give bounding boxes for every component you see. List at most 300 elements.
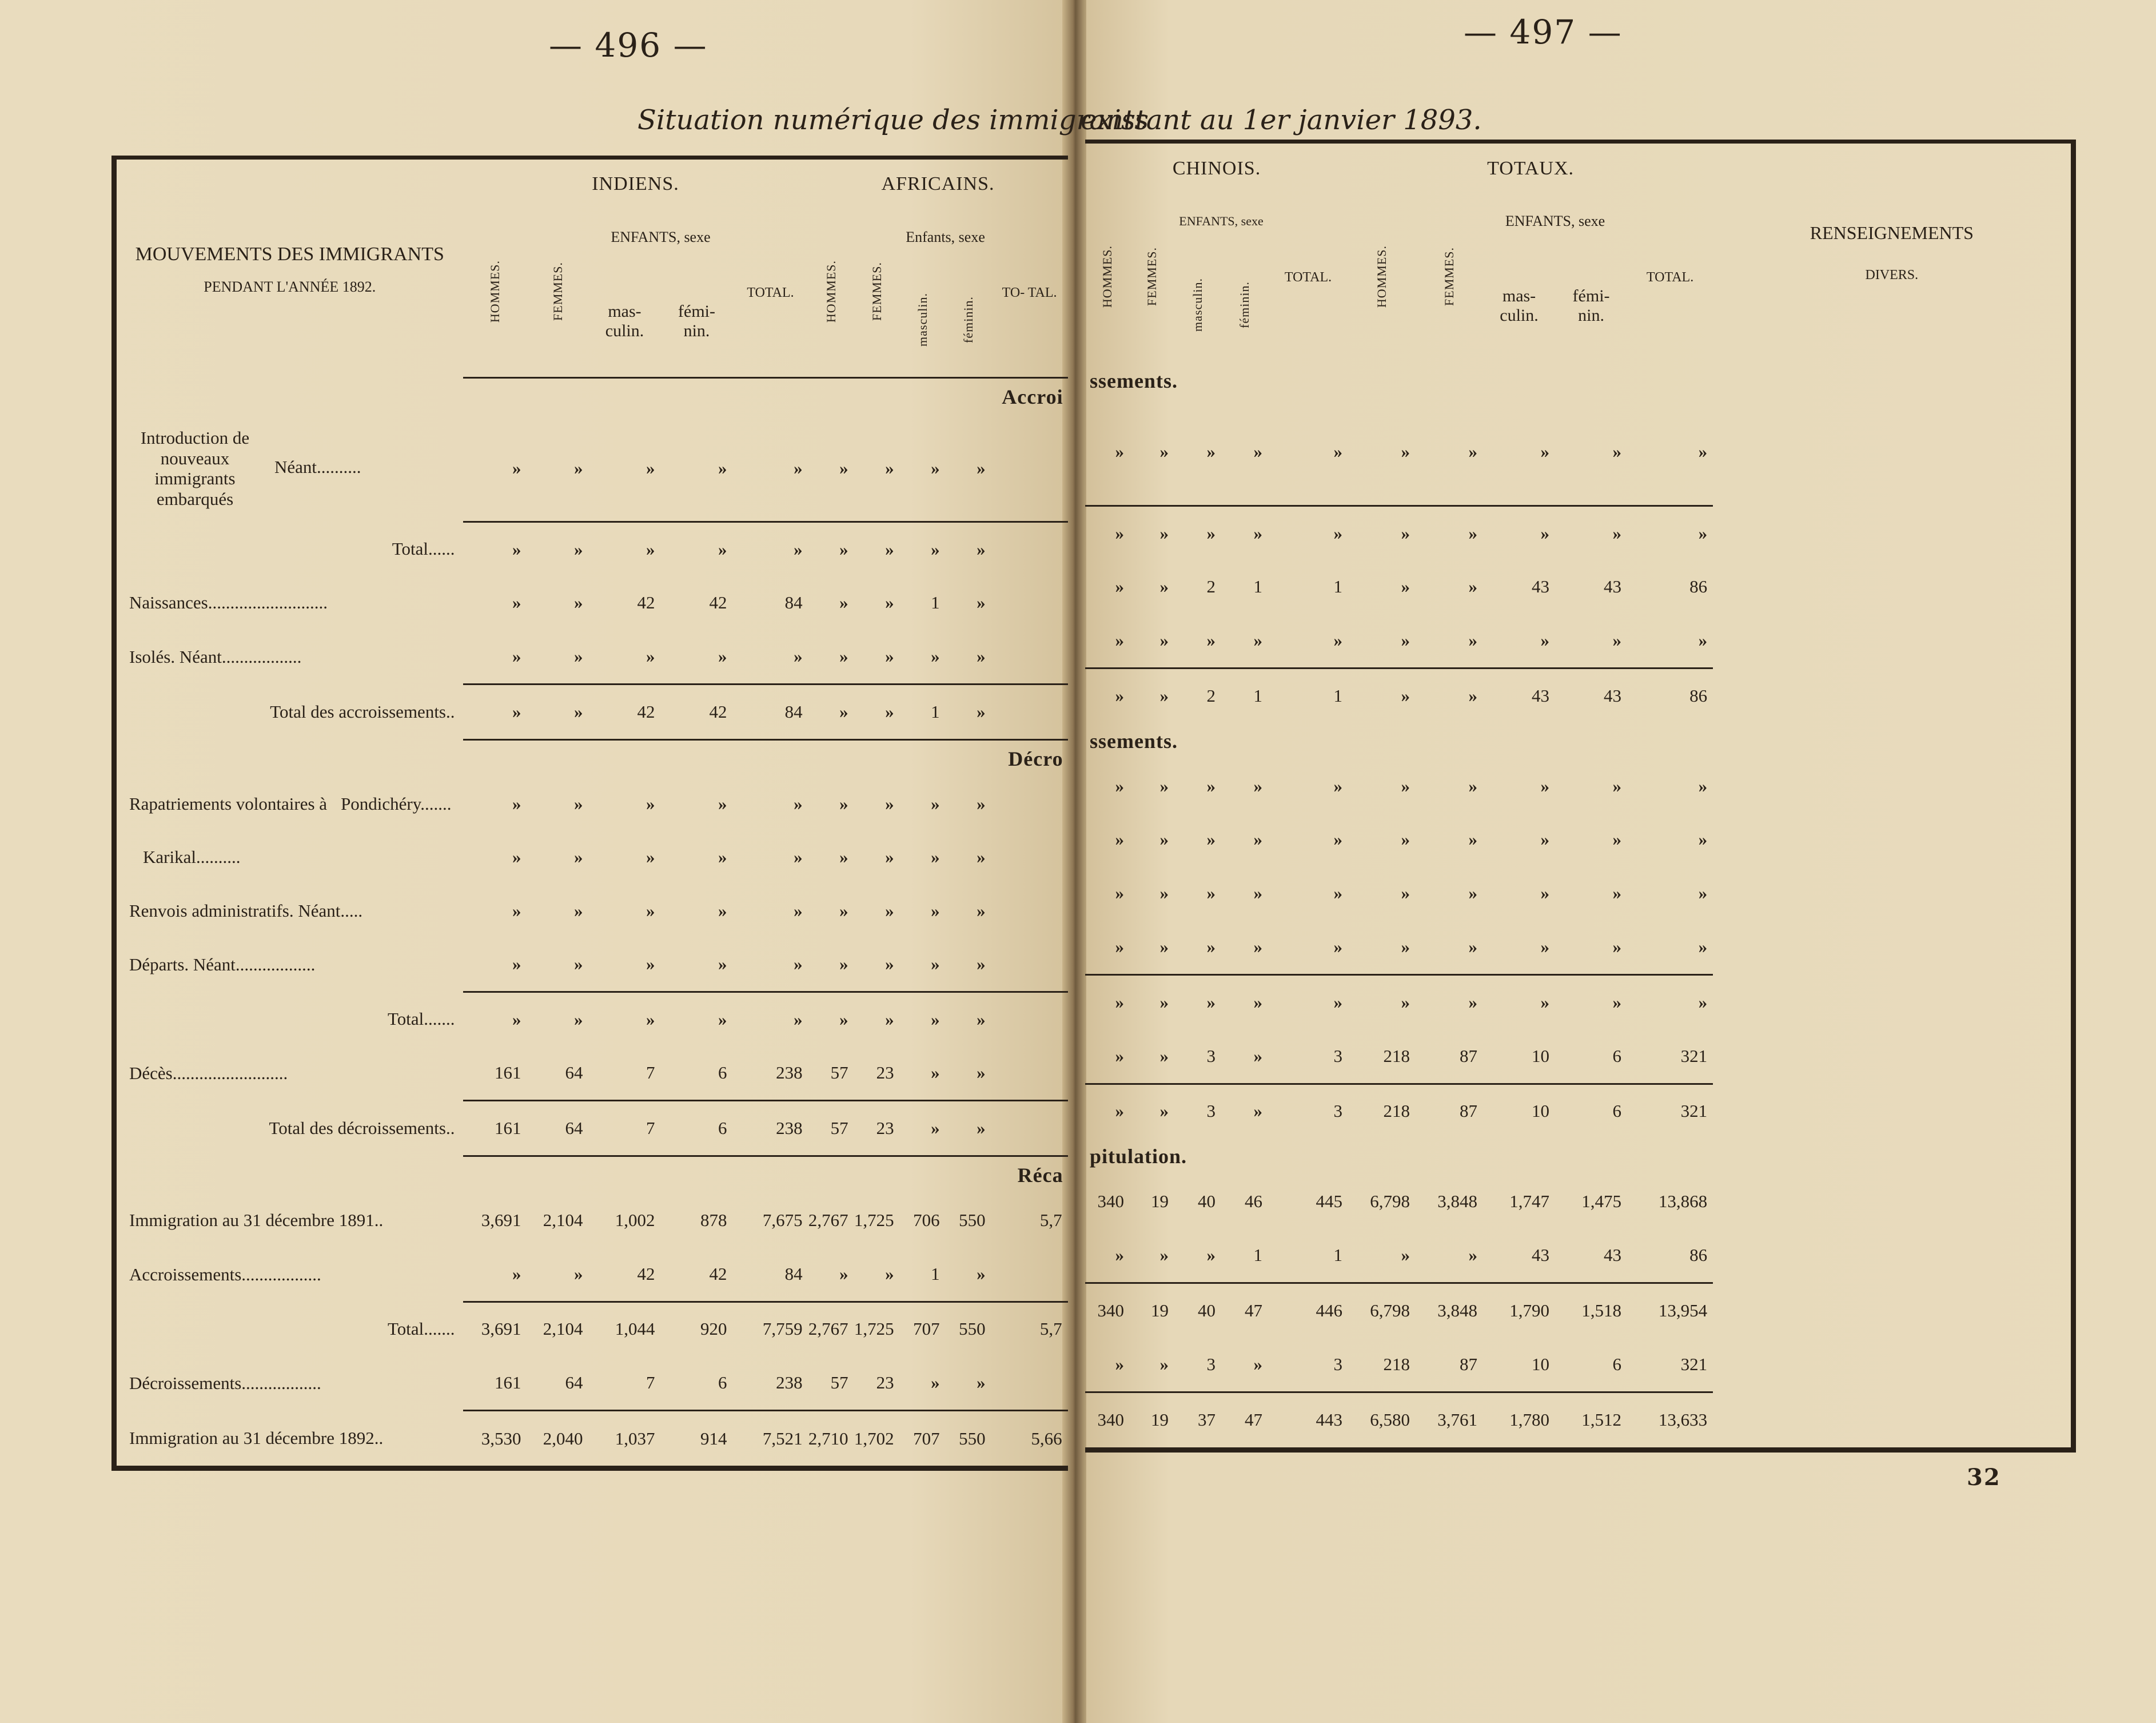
ind-cell: 1,002 [615,1210,655,1231]
tot-cell: » [1468,775,1478,796]
ind-cell: 3,691 [463,1302,527,1356]
ind-cell: » [646,457,655,478]
tot-cell: 10 [1483,1084,1555,1138]
row-label: Immigration au 31 décembre 1891.. [129,1210,384,1231]
ind-cell: » [718,847,727,868]
afr-cell: » [854,522,900,576]
afr-cell [991,1356,1068,1410]
ind-cell: » [512,954,521,974]
title-left: Situation numérique des immigrants [637,104,1149,136]
afr-cell: 23 [876,1372,894,1393]
row-sublabel: Pondichéry....... [341,793,452,814]
ind-cell: 64 [565,1372,583,1393]
tot-cell: » [1348,974,1416,1029]
chi-cell: » [1159,882,1169,903]
tot-total-header: TOTAL. [1646,270,1694,285]
ind-cell: » [661,992,733,1046]
row-label: Décès.......................... [129,1063,288,1084]
tot-cell: » [1401,1245,1410,1265]
ind-cell: 2,104 [543,1210,583,1231]
table-row [114,576,1068,630]
tot-cell: » [1698,441,1708,462]
chi-cell: » [1206,882,1216,903]
afr-cell: » [931,1372,940,1393]
ind-cell: » [574,793,583,814]
tot-cell: » [1698,882,1708,903]
afr-cell: 5,66 [991,1411,1068,1469]
tot-hommes-header: HOMMES. [1374,245,1389,308]
afr-cell: » [885,592,894,613]
ind-cell: » [574,646,583,666]
chi-cell: » [1085,668,1130,723]
section-label-left: Décro [463,739,1068,777]
ind-cell: » [646,646,655,666]
chi-cell: » [1159,775,1169,796]
afr-cell: 23 [854,1101,900,1156]
chi-cell: » [1115,936,1124,957]
chi-cell: » [1268,506,1348,560]
tot-cell: » [1468,882,1478,903]
afr-cell [991,684,1068,739]
ind-cell: 7,759 [733,1302,808,1356]
section-label-right: ssements. [1090,730,1178,753]
afr-cell: 550 [946,1411,991,1469]
renseignements-cell [1713,506,2073,560]
tot-masculin-header: mas- culin. [1500,286,1539,325]
renseignements-cell [1713,1392,2073,1450]
tot-cell: » [1468,1245,1478,1265]
chi-cell: » [1253,829,1262,850]
ind-cell: 238 [776,1372,803,1393]
chi-cell: » [1085,506,1130,560]
afr-cell: 550 [946,1302,991,1356]
afr-cell: » [839,847,848,868]
chi-cell: 3 [1206,1045,1216,1066]
tot-cell: 321 [1680,1045,1708,1066]
tot-cell: » [1540,441,1550,462]
afr-cell: 1 [931,1263,940,1284]
ind-cell: 878 [700,1210,727,1231]
tot-cell: 10 [1532,1354,1550,1374]
tot-cell: » [1348,506,1416,560]
tot-femmes-header: FEMMES. [1442,246,1457,306]
afr-cell: » [977,900,986,921]
tot-cell: » [1401,630,1410,651]
ind-cell: » [646,793,655,814]
afr-cell: 2,767 [808,1210,848,1231]
row-label: Immigration au 31 décembre 1892.. [129,1427,384,1448]
afr-cell: » [839,646,848,666]
ind-enfants-header: ENFANTS, sexe [611,228,711,245]
chi-cell: » [1206,936,1216,957]
afr-cell: 23 [876,1063,894,1083]
row-sublabel: Néant.......... [274,456,361,477]
ind-cell: 6 [661,1101,733,1156]
afr-cell: 1 [900,684,946,739]
movements-header: MOUVEMENTS DES IMMIGRANTS PENDANT L'ANNÉE 1892. [135,243,444,296]
afr-cell: » [931,457,940,478]
ind-cell: » [527,992,589,1046]
table-row [1085,614,2073,668]
chi-cell: 443 [1268,1392,1348,1450]
ind-cell: » [574,847,583,868]
afr-cell: 2,710 [808,1411,854,1469]
chi-cell: 340 [1085,1392,1130,1450]
tot-cell: 87 [1460,1354,1478,1374]
ind-cell: » [527,684,589,739]
ind-total-header: TOTAL. [747,285,794,300]
afr-cell [991,1046,1068,1101]
tot-cell: » [1540,775,1550,796]
afr-cell: 2,767 [808,1302,854,1356]
ind-cell: » [718,793,727,814]
chi-cell: 47 [1221,1392,1268,1450]
ind-cell: » [463,992,527,1046]
tot-cell: 218 [1348,1084,1416,1138]
afr-cell: » [900,992,946,1046]
chi-cell: » [1221,1084,1268,1138]
row-label: Isolés. Néant.................. [129,646,302,667]
tot-cell: 43 [1604,576,1622,597]
afr-cell: 1,725 [854,1210,894,1231]
chi-cell: » [1206,1245,1216,1265]
row-label: Total...... [392,539,455,559]
ind-cell: » [574,1263,583,1284]
tot-cell: » [1612,936,1622,957]
row-label: Naissances........................... [129,592,328,613]
chinois-header: CHINOIS. [1172,157,1261,179]
tot-cell: 43 [1483,668,1555,723]
renseignements-cell [1713,560,2073,614]
chi-cell: » [1115,441,1124,462]
afr-hommes-header: HOMMES. [823,260,838,323]
ind-cell: » [463,684,527,739]
table-row [1085,813,2073,867]
table-row [114,830,1068,884]
afr-cell: 707 [900,1302,946,1356]
afr-cell: » [808,992,854,1046]
ind-cell: 161 [495,1063,521,1083]
row-label: Décroissements.................. [129,1372,321,1393]
tot-cell: » [1698,630,1708,651]
tot-cell: » [1540,936,1550,957]
afr-cell: » [931,646,940,666]
table-row [114,1302,1068,1356]
afr-cell [991,884,1068,937]
chi-cell: » [1159,630,1169,651]
table-row [1085,974,2073,1029]
indiens-header: INDIENS. [592,173,679,195]
ind-cell: » [646,954,655,974]
table-row [1085,1029,2073,1084]
tot-cell: 10 [1532,1045,1550,1066]
chi-cell: 40 [1198,1191,1216,1212]
tot-cell: 3,848 [1416,1283,1483,1337]
afr-cell: » [839,793,848,814]
table-row [1085,920,2073,974]
renseignements-cell [1713,1338,2073,1392]
afr-cell: 57 [830,1372,848,1393]
chi-feminin-header: féminin. [1237,281,1252,328]
tot-cell: 86 [1689,576,1708,597]
table-row [114,1356,1068,1410]
chi-cell: 37 [1174,1392,1221,1450]
row-label: Total....... [387,1008,455,1029]
tot-cell: 43 [1532,1245,1550,1265]
renseignements-cell [1713,866,2073,920]
afr-cell: » [977,592,986,613]
table-row [114,992,1068,1046]
tot-cell: » [1416,506,1483,560]
ind-cell: 64 [565,1063,583,1083]
chi-cell: » [1333,630,1343,651]
ind-cell: » [718,954,727,974]
tot-cell: 3,848 [1437,1191,1478,1212]
table-row [114,1247,1068,1302]
tot-cell: 13,868 [1658,1191,1708,1212]
ind-cell: » [646,847,655,868]
table-row [114,522,1068,576]
afr-cell: » [946,992,991,1046]
tot-cell: 1,512 [1555,1392,1627,1450]
tot-cell: » [1401,576,1410,597]
tot-cell: » [1612,630,1622,651]
chi-cell: » [1085,1084,1130,1138]
afr-cell: » [931,1063,940,1083]
tot-cell: 6 [1612,1354,1622,1374]
ind-cell: 2,104 [527,1302,589,1356]
ind-cell: 84 [784,1263,803,1284]
afr-cell: » [977,847,986,868]
renseignements-cell [1713,759,2073,813]
renseignements-cell [1713,1283,2073,1337]
afr-cell: » [977,1372,986,1393]
chi-cell: » [1115,576,1124,597]
ind-cell: » [512,900,521,921]
chi-cell: » [1333,441,1343,462]
chi-cell: 2 [1174,668,1221,723]
afr-cell: » [885,793,894,814]
tot-cell: » [1416,668,1483,723]
ind-cell: 6 [718,1372,727,1393]
chi-cell: » [1253,1354,1262,1374]
chi-cell: » [1115,829,1124,850]
row-label: Total des accroissements.. [270,701,455,722]
right-ledger-table [1085,140,2076,1453]
ind-cell: 42 [661,684,733,739]
chi-cell: 19 [1130,1392,1174,1450]
ind-cell: 42 [709,1263,727,1284]
ind-cell: » [527,522,589,576]
row-sublabel: Karikal.......... [143,847,241,868]
chi-cell: » [1115,1354,1124,1374]
ind-cell: » [794,900,803,921]
tot-cell: » [1401,936,1410,957]
afr-cell: » [900,522,946,576]
renseignements-cell [1713,1029,2073,1084]
tot-cell: » [1401,441,1410,462]
afr-cell: 1,702 [854,1411,900,1469]
ind-cell: » [512,457,521,478]
ind-cell: 2,040 [527,1411,589,1469]
row-label-main: Rapatriements volontaires à [129,793,328,814]
tot-cell: 86 [1689,1245,1708,1265]
afr-cell: » [839,954,848,974]
chi-cell: » [1253,630,1262,651]
tot-cell: » [1416,974,1483,1029]
row-label [114,830,463,884]
table-row [1085,866,2073,920]
afr-cell: » [977,1263,986,1284]
ind-cell: » [794,457,803,478]
chi-cell: » [1159,1045,1169,1066]
table-row [1085,759,2073,813]
afr-cell: » [854,684,900,739]
chi-cell: » [1159,576,1169,597]
afr-cell: » [885,646,894,666]
tot-cell: » [1698,775,1708,796]
afr-cell [991,415,1068,522]
ind-cell: » [512,1263,521,1284]
renseignements-cell [1713,813,2073,867]
afr-cell [991,937,1068,992]
ind-cell: » [733,992,808,1046]
afr-cell: 5,7 [991,1302,1068,1356]
ind-cell: » [794,793,803,814]
afr-enfants-header: Enfants, sexe [906,228,985,245]
afr-cell: » [931,954,940,974]
chi-cell: » [1130,974,1174,1029]
chi-cell: 47 [1221,1283,1268,1337]
table-row [1085,1228,2073,1283]
tot-cell: » [1483,506,1555,560]
chi-cell: » [1174,506,1221,560]
ind-cell: 7 [646,1372,655,1393]
row-label-main: Introduction de nouveaux immigrants embarqués [140,428,250,510]
afr-cell: » [839,457,848,478]
chi-cell: » [1333,936,1343,957]
left-ledger-table [111,156,1068,1471]
tot-cell: 6,580 [1348,1392,1416,1450]
ind-cell: » [512,847,521,868]
renseignements-cell [1713,399,2073,506]
table-row [114,777,1068,830]
afr-cell: » [977,793,986,814]
tot-cell: 1,475 [1581,1191,1622,1212]
afr-cell [991,522,1068,576]
table-row [1085,1338,2073,1392]
afr-masculin-header: masculin. [915,293,930,347]
chi-cell: » [1130,506,1174,560]
ind-cell: 914 [661,1411,733,1469]
ind-cell: 7 [589,1101,661,1156]
chi-hommes-header: HOMMES. [1100,245,1114,308]
title-right: existant au 1er janvier 1893. [1081,104,1482,136]
ind-cell: 3,691 [481,1210,521,1231]
table-row [1085,1175,2073,1228]
tot-cell: » [1555,974,1627,1029]
chi-cell: » [1206,829,1216,850]
afr-cell: » [839,1263,848,1284]
table-row [1085,668,2073,723]
row-label: Accroissements.................. [129,1264,321,1284]
ind-cell: 161 [495,1372,521,1393]
tot-cell: » [1401,829,1410,850]
tot-cell: 86 [1627,668,1713,723]
chi-cell: » [1253,775,1262,796]
chi-cell: » [1115,630,1124,651]
ind-cell: 3,530 [463,1411,527,1469]
afr-cell: 706 [913,1210,940,1231]
ind-cell: » [574,592,583,613]
ind-cell: » [794,954,803,974]
ind-cell: 84 [733,684,808,739]
renseignements-cell [1713,614,2073,668]
chi-cell: » [1221,506,1268,560]
table-row [114,630,1068,684]
table-row [114,1411,1068,1469]
tot-cell: » [1612,775,1622,796]
chi-cell: 3 [1268,1084,1348,1138]
ind-cell: » [512,592,521,613]
ind-cell: » [718,457,727,478]
tot-cell: » [1612,441,1622,462]
table-row [114,415,1068,522]
afr-cell [991,576,1068,630]
chi-cell: 19 [1130,1283,1174,1337]
section-label-left: Accroi [463,378,1068,416]
tot-cell: 43 [1555,668,1627,723]
ind-cell: » [512,793,521,814]
chi-cell: » [1253,936,1262,957]
afr-cell: » [808,684,854,739]
ind-hommes-header: HOMMES. [487,260,502,323]
ind-cell: 42 [637,592,655,613]
table-row [1085,1084,2073,1138]
chi-cell: 1 [1333,576,1343,597]
tot-cell: 13,633 [1627,1392,1713,1450]
chi-cell: » [1130,1084,1174,1138]
afr-cell [991,1247,1068,1302]
chi-cell: 1 [1268,668,1348,723]
tot-cell: » [1468,576,1478,597]
afr-cell: » [946,522,991,576]
section-label-left: Réca [463,1156,1068,1194]
row-label: Total....... [387,1318,455,1339]
renseignements-cell [1713,1228,2073,1283]
ind-cell: 1,037 [589,1411,661,1469]
chi-enfants-header: ENFANTS, sexe [1179,214,1264,229]
chi-cell: » [1333,882,1343,903]
tot-cell: » [1627,506,1713,560]
page-number-left: — 496 — [549,26,708,65]
chi-cell: » [1333,829,1343,850]
tot-cell: 218 [1383,1045,1410,1066]
afr-cell: » [977,646,986,666]
afr-cell: 707 [900,1411,946,1469]
afr-femmes-header: FEMMES. [869,262,884,321]
chi-cell: » [1174,974,1221,1029]
afr-cell: » [931,793,940,814]
afr-cell: » [900,1101,946,1156]
tot-cell: 1,780 [1483,1392,1555,1450]
table-row [114,937,1068,992]
tot-cell: » [1401,775,1410,796]
section-label-right: pitulation. [1090,1145,1187,1168]
chi-cell: 1 [1221,668,1268,723]
table-row [1085,399,2073,506]
chi-cell: 3 [1333,1045,1343,1066]
